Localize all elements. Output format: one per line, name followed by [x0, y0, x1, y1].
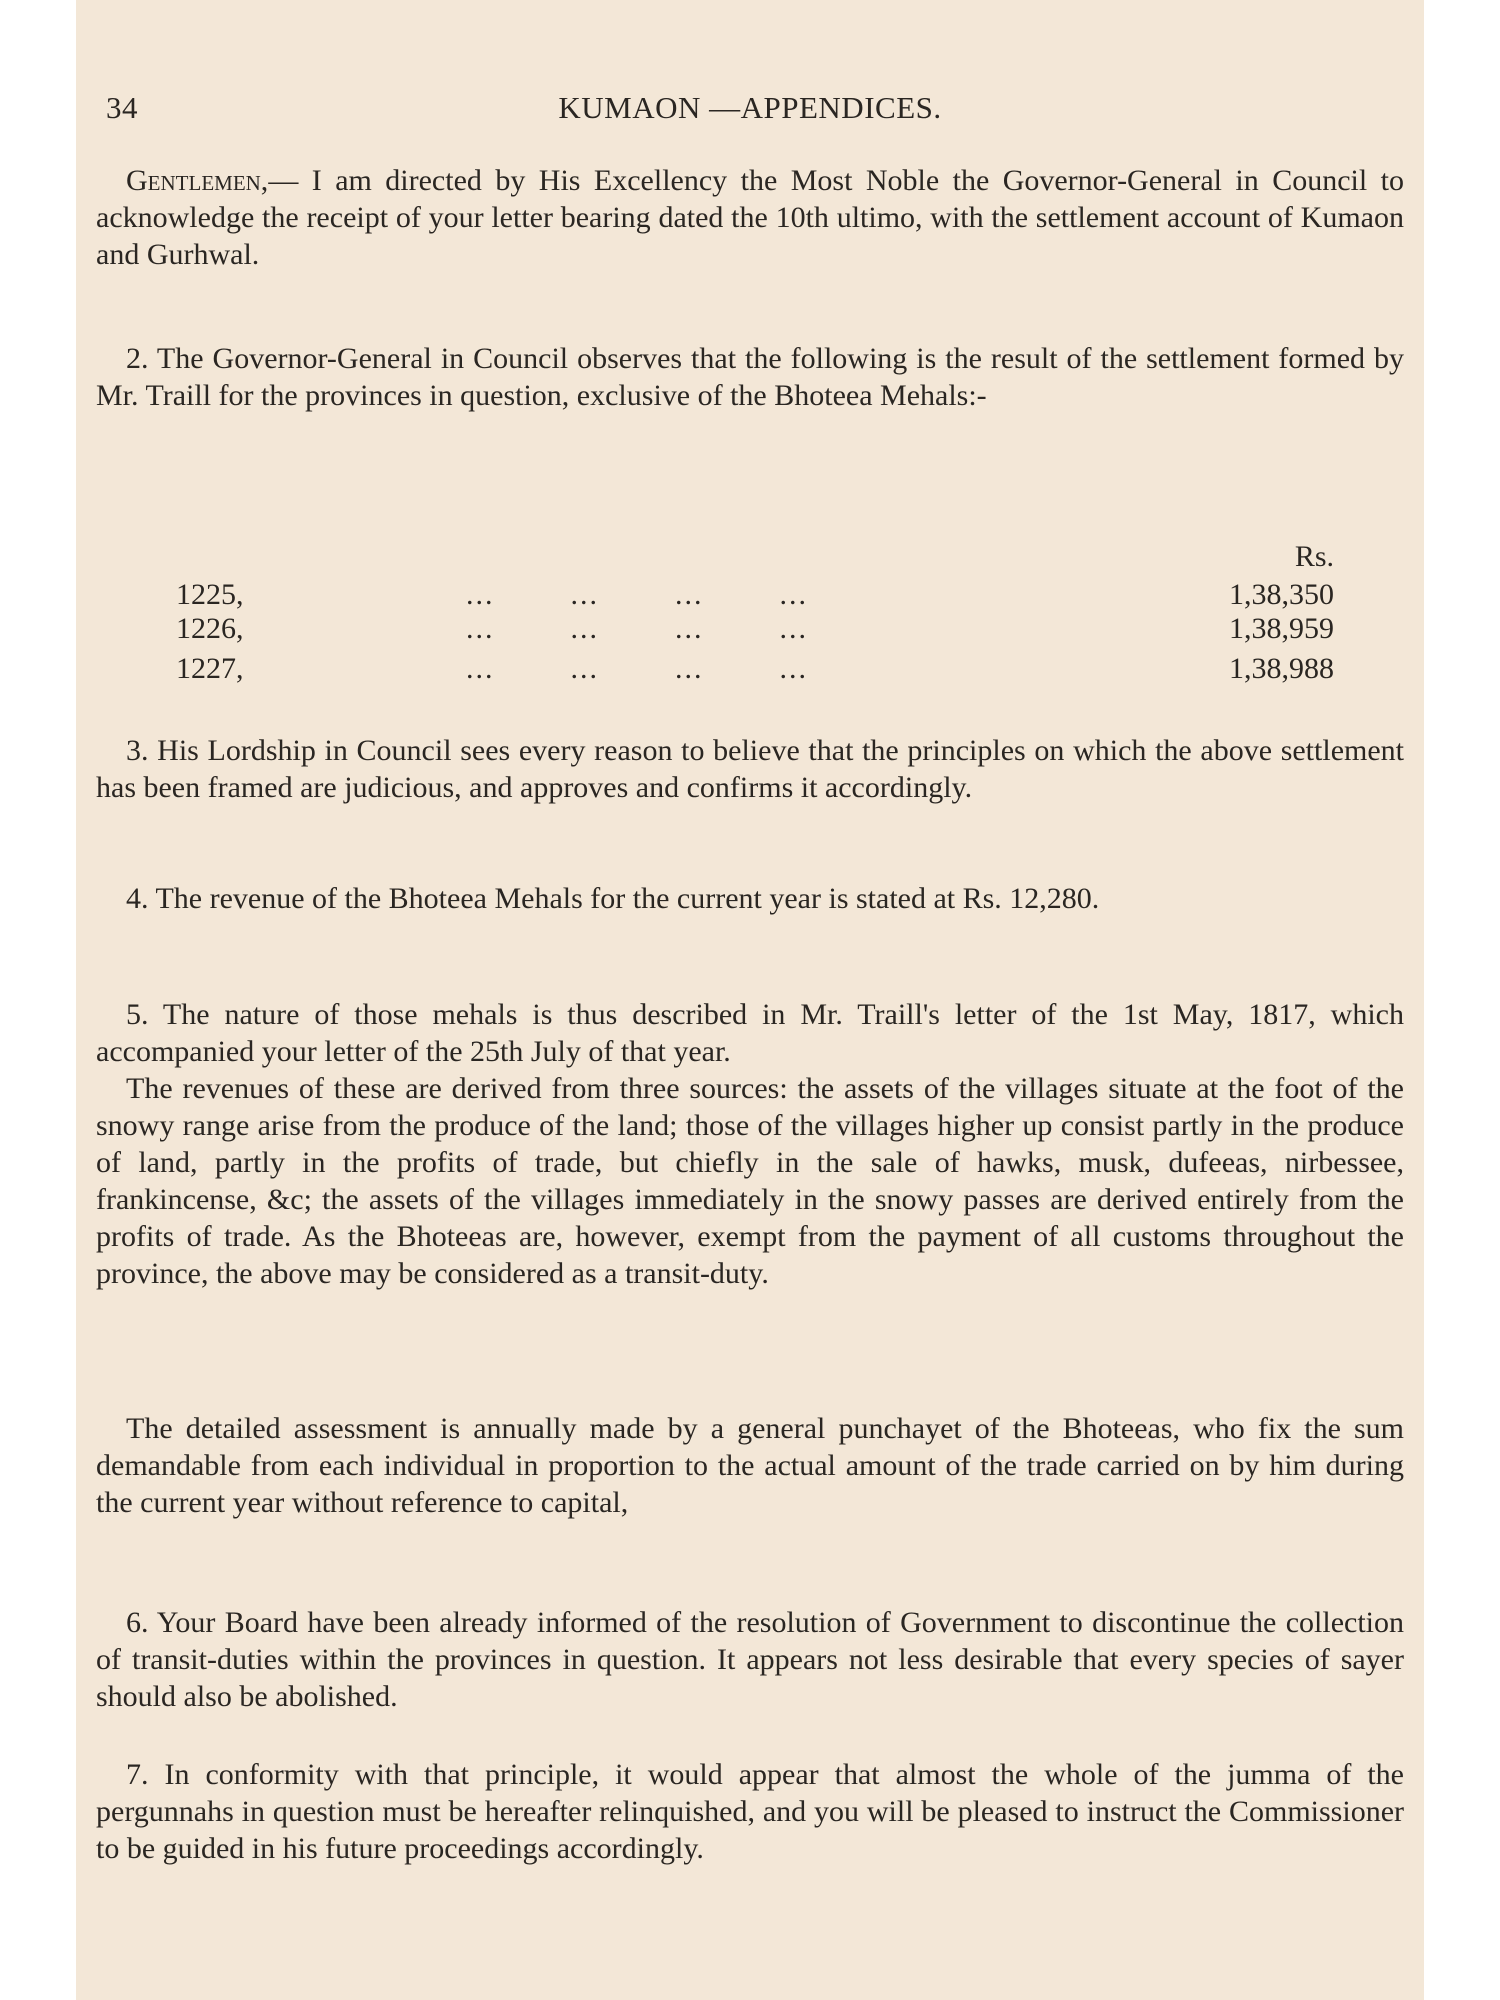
- paragraph-6: 6. Your Board have been already informed of the resolution of Government to discontinue the collection of transit-duties within the provinces in question. It appears not less desirable that every species of sayer should also be abolished.: [96, 1606, 1404, 1713]
- table-row: [176, 652, 1334, 690]
- running-title: KUMAON —APPENDICES.: [558, 90, 942, 125]
- amount-cell: 1,38,988: [1229, 652, 1334, 685]
- page-header: [106, 90, 1394, 130]
- table-row: [176, 612, 1334, 650]
- paragraph-3: 3. His Lordship in Council sees every reason to believe that the principles on which the above settlement has been framed are judicious, and approves and confirms it accordingly.: [96, 734, 1404, 804]
- paragraph-2: 2. The Governor-General in Council observes that the following is the result of the settlement formed by Mr. Traill for the provinces in question, exclusive of the Bhoteea Mehals:-: [96, 342, 1404, 412]
- leader-dots: ... ... ... ...: [466, 578, 808, 611]
- paragraph-4: 4. The revenue of the Bhoteea Mehals for the current year is stated at Rs. 12,280.: [126, 882, 1100, 915]
- amount-cell: 1,38,350: [1229, 578, 1334, 611]
- amount-cell: 1,38,959: [1229, 612, 1334, 645]
- paragraph-5-revenues: The revenues of these are derived from three sources: the assets of the villages situate at the foot of the snowy range arise from the produce of the land; those of the villages higher up consist partly in the produce of land, partly in the profits of trade, but chiefly in the sale of hawks, musk, dufeeas, nirbessee, frankincense, &c; the assets of the villages immediately in the snowy passes are derived entirely from the profits of trade. As the Bhoteeas are, however, exempt from the payment of all customs throughout the province, the above may be considered as a transit-duty.: [96, 1072, 1404, 1290]
- page-number: 34: [106, 90, 138, 125]
- book-page: [76, 0, 1424, 2000]
- table-row: [176, 578, 1334, 616]
- paragraph-1: [96, 162, 1404, 273]
- paragraph-7: 7. In conformity with that principle, it would appear that almost the whole of the jumma of the pergunnahs in question must be hereafter relinquished, and you will be pleased to instruct the Commissioner to be guided in his future proceedings accordingly.: [96, 1758, 1404, 1865]
- currency-header: Rs.: [1294, 540, 1334, 573]
- year-cell: 1227,: [176, 652, 244, 685]
- paragraph-5-assessment: The detailed assessment is annually made by a general punchayet of the Bhoteeas, who fix the sum demandable from each individual in proportion to the actual amount of the trade carried on by him during the current year without reference to capital,: [96, 1412, 1404, 1519]
- salutation: Gentlemen,: [126, 164, 269, 197]
- paragraph-5: 5. The nature of those mehals is thus described in Mr. Traill's letter of the 1st May, 1817, which accompanied your letter of the 25th July of that year.: [96, 998, 1404, 1068]
- year-cell: 1226,: [176, 612, 244, 645]
- leader-dots: ... ... ... ...: [466, 612, 808, 645]
- year-cell: 1225,: [176, 578, 244, 611]
- leader-dots: ... ... ... ...: [466, 652, 808, 685]
- paragraph-1-text: — I am directed by His Excellency the Most Noble the Governor-General in Council to acknowledge the receipt of your letter bearing dated the 10th ultimo, with the settlement account of Kumaon and Gurhwal.: [96, 164, 1404, 271]
